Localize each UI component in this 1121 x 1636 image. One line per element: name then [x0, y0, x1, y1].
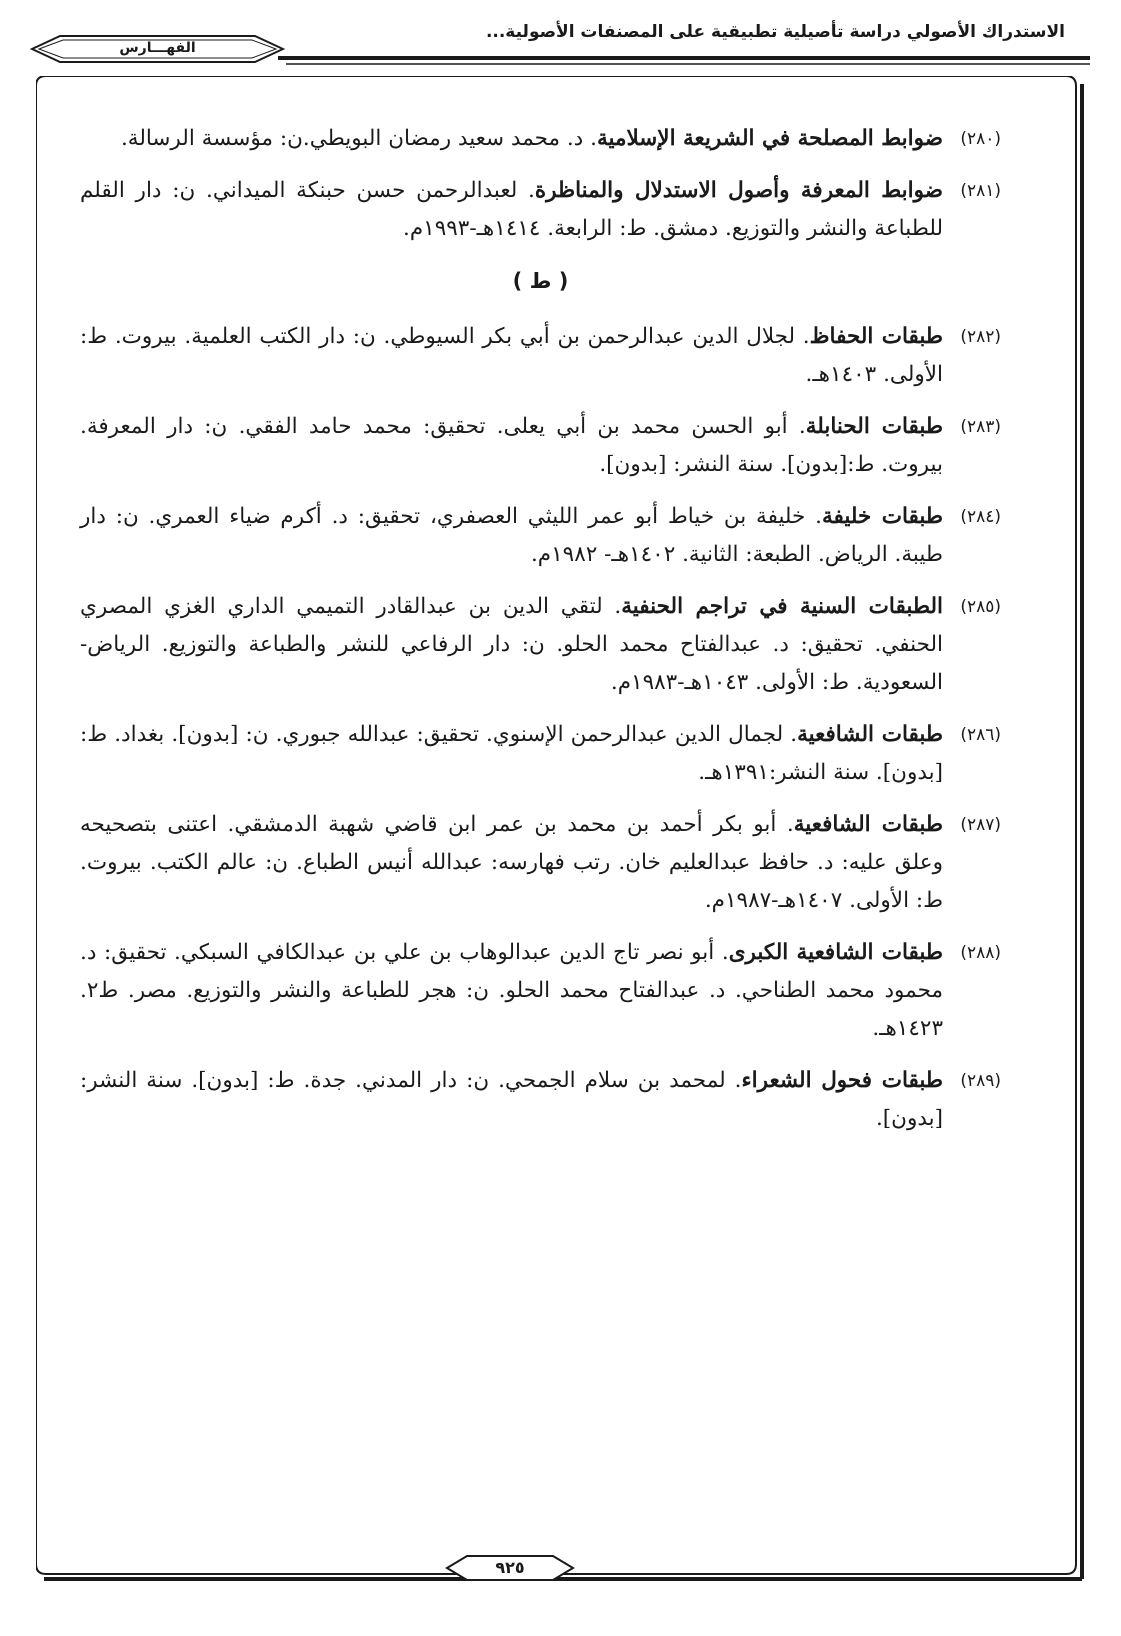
section-tab-label: الفهـــارس [119, 40, 196, 56]
bibliography-entry [80, 318, 1001, 394]
entry-number: (٢٨٢) [960, 327, 1001, 347]
entry-number: (٢٨٩) [960, 1071, 1001, 1091]
entry-title: طبقات الحفاظ [809, 324, 943, 349]
entry-details: . د. محمد سعيد رمضان البويطي.ن: مؤسسة الرسالة. [120, 126, 597, 151]
entry-title: ضوابط المعرفة وأصول الاستدلال والمناظرة [534, 178, 943, 203]
entry-details: . لتقي الدين بن عبدالقادر التميمي الداري الغزي المصري الحنفي. تحقيق: د. عبدالفتاح محمد الحلو. ن: دار الرفاعي للنشر والطباعة والتوزيع. الرياض-السعودية. ط: الأولى. ١٠٤٣هـ-١٩٨٣م. [80, 594, 943, 695]
entry-number: (٢٨٧) [960, 815, 1001, 835]
entry-title: طبقات الشافعية [793, 812, 943, 837]
entry-details: . لعبدالرحمن حسن حبنكة الميداني. ن: دار القلم للطباعة والنشر والتوزيع. دمشق. ط: الرابعة. ١٤١٤هـ-١٩٩٣م. [80, 178, 943, 241]
entry-title: طبقات الشافعية [797, 722, 944, 747]
entry-details: . لمحمد بن سلام الجمحي. ن: دار المدني. جدة. ط: [بدون]. سنة النشر: [بدون]. [80, 1068, 943, 1131]
entry-details: . أبو بكر أحمد بن محمد بن عمر ابن قاضي شهبة الدمشقي. اعتنى بتصحيحه وعلق عليه: د. حافظ عبدالعليم خان. رتب فهارسه: عبدالله أنيس الطباع. ن: عالم الكتب. بيروت. ط: الأولى. ١٤٠٧هـ-١٩٨٧م. [80, 812, 943, 913]
bibliography-entry [80, 716, 1001, 792]
bibliography-entry [80, 1062, 1001, 1138]
entry-title: طبقات الشافعية الكبرى [728, 940, 944, 965]
bibliography-entry [80, 172, 1001, 248]
bibliography-list [80, 120, 1001, 1152]
entry-number: (٢٨٥) [960, 597, 1001, 617]
entry-details: . أبو الحسن محمد بن أبي يعلى. تحقيق: محمد حامد الفقي. ن: دار المعرفة. بيروت. ط:[بدون]. سنة النشر: [بدون]. [80, 414, 943, 477]
entry-number: (٢٨١) [960, 181, 1001, 201]
entry-details: . خليفة بن خياط أبو عمر الليثي العصفري، تحقيق: د. أكرم ضياء العمري. ن: دار طيبة. الرياض. الطبعة: الثانية. ١٤٠٢هـ- ١٩٨٢م. [80, 504, 943, 567]
entry-number: (٢٨٤) [960, 507, 1001, 527]
bibliography-entry [80, 498, 1001, 574]
entry-title: الطبقات السنية في تراجم الحنفية [621, 594, 943, 619]
running-title: الاستدراك الأصولي دراسة تأصيلية تطبيقية على المصنفات الأصولية... [485, 22, 1065, 42]
entry-number: (٢٨٠) [960, 129, 1001, 149]
bibliography-entry [80, 934, 1001, 1048]
section-tab [30, 34, 285, 64]
bibliography-entry [80, 408, 1001, 484]
letter-heading: ( ط ) [512, 269, 569, 293]
entry-title: ضوابط المصلحة في الشريعة الإسلامية [596, 126, 943, 151]
page-number-tab [445, 1554, 575, 1582]
entry-number: (٢٨٦) [960, 725, 1001, 745]
entry-details: . لجلال الدين عبدالرحمن بن أبي بكر السيوطي. ن: دار الكتب العلمية. بيروت. ط: الأولى. ١٤٠٣هـ. [80, 324, 943, 387]
entry-title: طبقات فحول الشعراء [741, 1068, 943, 1093]
page-number: ٩٢٥ [495, 1558, 525, 1577]
bibliography-entry [80, 588, 1001, 702]
entry-title: طبقات الحنابلة [805, 414, 943, 439]
bibliography-entry [80, 120, 1001, 158]
entry-details: . لجمال الدين عبدالرحمن الإسنوي. تحقيق: عبدالله جبوري. ن: [بدون]. بغداد. ط:[بدون]. سنة النشر:١٣٩١هـ. [80, 722, 943, 785]
entry-number: (٢٨٣) [960, 417, 1001, 437]
entry-title: طبقات خليفة [821, 504, 943, 529]
entry-details: . أبو نصر تاج الدين عبدالوهاب بن علي بن عبدالكافي السبكي. تحقيق: د. محمود محمد الطناحي. د. عبدالفتاح محمد الحلو. ن: هجر للطباعة والنشر والتوزيع. مصر. ط٢. ١٤٢٣هـ. [80, 940, 943, 1041]
entry-number: (٢٨٨) [960, 943, 1001, 963]
bibliography-entry [80, 806, 1001, 920]
